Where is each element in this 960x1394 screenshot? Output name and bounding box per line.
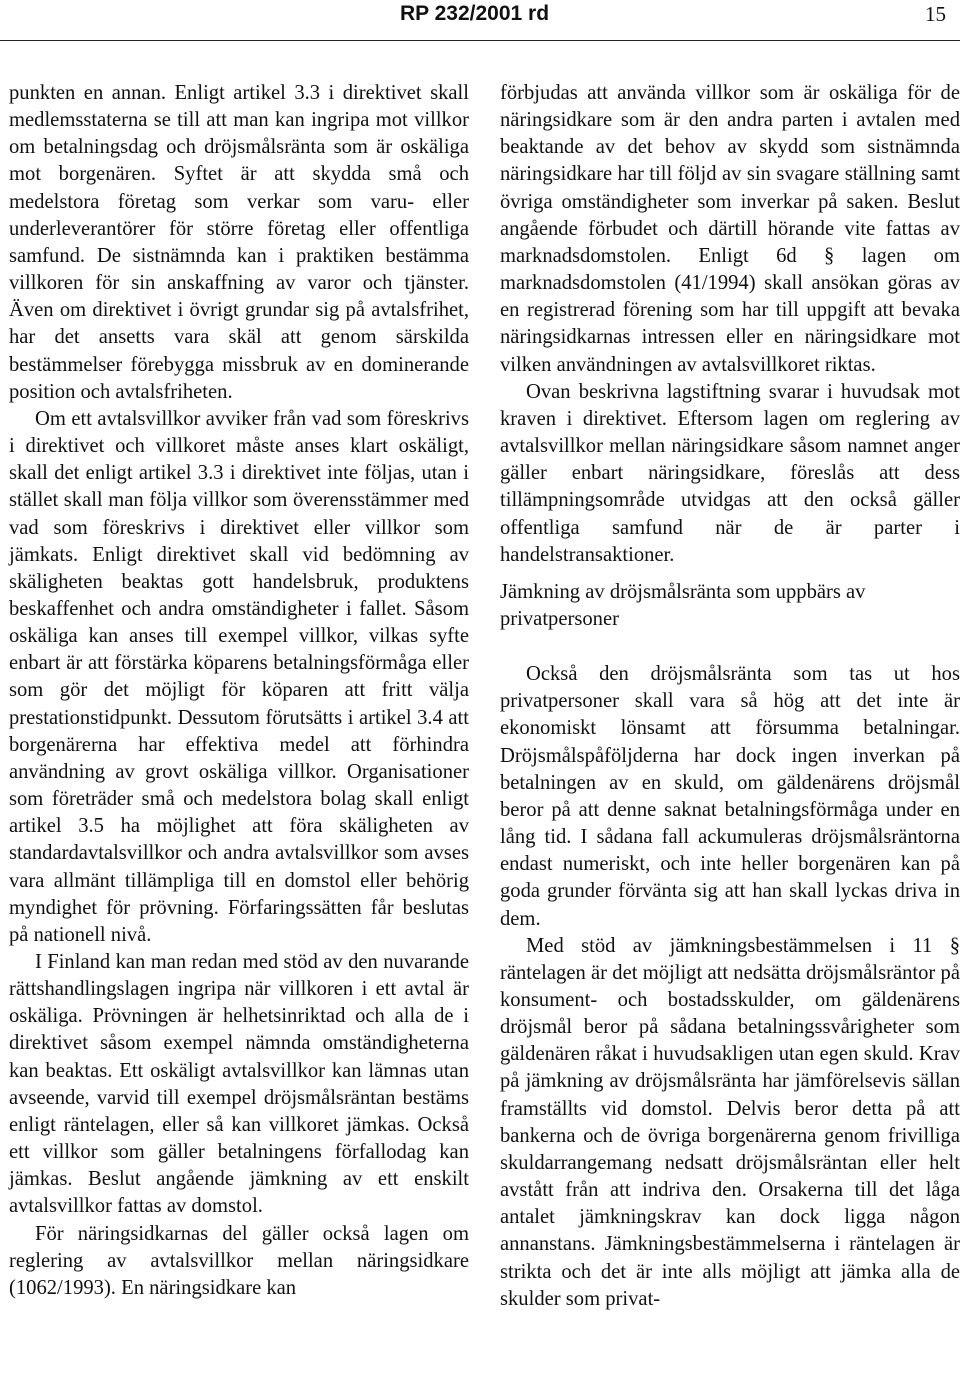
paragraph: För näringsidkarnas del gäller också lagen om reglering av avtalsvillkor mellan näringsidkare (1062/1993). En näringsidkare kan (9, 1222, 469, 1299)
section-heading: Jämkning av dröjsmålsränta som uppbärs av privatpersoner (500, 580, 866, 630)
left-column (9, 80, 469, 1302)
paragraph: I Finland kan man redan med stöd av den nuvarande rättshandlingslagen ingripa när villkoren i ett avtal är oskäliga. Prövningen är helhetsinriktad och alla de i direktivet såsom exempel nämnda omständigheterna kan beaktas. Ett oskäligt avtalsvillkor kan lämnas utan avseende, varvid till exempel dröjsmålsräntan bestäms enligt räntelagen, eller så kan villkoret jämkas. Också ett villkor som gäller betalningens förfallodag kan jämkas. Beslut angående jämkning av ett enskilt avtalsvillkor fattas av domstol. (9, 951, 469, 1218)
document-reference: RP 232/2001 rd (400, 2, 550, 25)
paragraph: Också den dröjsmålsränta som tas ut hos privatpersoner skall vara så hög att det inte är ekonomiskt lönsamt att försumma betalningar. Dröjsmålspåföljderna har dock ingen inverkan på betalningen av en skuld, om gäldenärens dröjsmål beror på att denne saknat betalningsförmåga under en lång tid. I sådana fall ackumuleras dröjsmålsräntorna endast numeriskt, och inte heller borgenären kan på goda grunder förvänta sig att han skall lyckas driva in dem. (500, 663, 960, 930)
paragraph: förbjudas att använda villkor som är oskäliga för de näringsidkare som är den andra parten i avtalen med beaktande av det behov av skydd som sistnämnda näringsidkare har till följd av sin svagare ställning samt övriga omständigheter som inverkar på saken. Beslut angående förbudet och därtill hörande vite fattas av marknadsdomstolen. Enligt 6d § lagen om marknadsdomstolen (41/1994) skall ansökan göras av en registrerad förening som har till uppgift att bevaka näringsidkarnas intressen eller en näringsidkare mot vilken användningen av avtalsvillkoret riktas. (500, 82, 960, 376)
page-header (0, 0, 960, 41)
right-column (500, 80, 960, 1313)
paragraph: punkten en annan. Enligt artikel 3.3 i direktivet skall medlemsstaterna se till att man kan ingripa mot villkor om betalningsdag och dröjsmålsränta som är oskäliga mot borgenären. Syftet är att skydda små och medelstora företag som verkar som varu- eller underleverantörer för större företag eller offentliga samfund. De sistnämnda kan i praktiken bestämma villkoren för sin anskaffning av varor och tjänster. Även om direktivet i övrigt grundar sig på avtalsfrihet, har det ansetts vara skäl att genom särskilda bestämmelser förebygga missbruk av en dominerande position och avtalsfriheten. (9, 82, 469, 403)
paragraph: Om ett avtalsvillkor avviker från vad som föreskrivs i direktivet och villkoret måste anses klart oskäligt, skall det enligt artikel 3.3 i direktivet inte följas, utan i stället skall man följa villkor som överensstämmer med vad som föreskrivs i direktivet eller villkor som jämkats. Enligt direktivet skall vid bedömning av skäligheten beaktas gott handelsbruk, produktens beskaffenhet och andra omständigheter i fallet. Såsom oskäliga kan anses till exempel villkor, vilkas syfte enbart är att förstärka köparens betalningsförmåga eller som gör det möjligt för köparen att fritt välja prestationstidpunkt. Dessutom förutsätts i artikel 3.4 att borgenärerna har effektiva medel att förhindra användning av grovt oskäliga villkor. Organisationer som företräder små och medelstora bolag skall enligt artikel 3.5 ha möjlighet att föra skäligheten av standardavtalsvillkor och andra avtalsvillkor som avses vara allmänt tillämpliga till en domstol eller behörig myndighet för prövning. Förfaringssätten får beslutas på nationell nivå. (9, 407, 469, 946)
page-number: 15 (925, 2, 946, 26)
paragraph: Ovan beskrivna lagstiftning svarar i huvudsak mot kraven i direktivet. Eftersom lagen om reglering av avtalsvillkor mellan näringsidkare såsom namnet anger gäller enbart näringsidkare, föreslås att dess tillämpningsområde utvidgas att den också gäller offentliga samfund när de är parter i handelstransaktioner. (500, 380, 960, 566)
paragraph: Med stöd av jämkningsbestämmelsen i 11 § räntelagen är det möjligt att nedsätta dröjsmålsräntor på konsument- och bostadsskulder, om gäldenärens dröjsmål beror på sådana betalningssvårigheter som gäldenären råkat i huvudsakligen utan egen skuld. Krav på jämkning av dröjsmålsränta har jämförelsevis sällan framställts vid domstol. Delvis beror detta på att bankerna och de övriga borgenärerna genom frivilliga skuldarrangemang nedsatt dröjsmålsräntan eller helt avstått från att indriva den. Orsakerna till det låga antalet jämkningskrav kan dock ligga någon annanstans. Jämkningsbestämmelserna i räntelagen är strikta och det är inte alls möjligt att jämka alla de skulder som privat- (500, 934, 960, 1310)
